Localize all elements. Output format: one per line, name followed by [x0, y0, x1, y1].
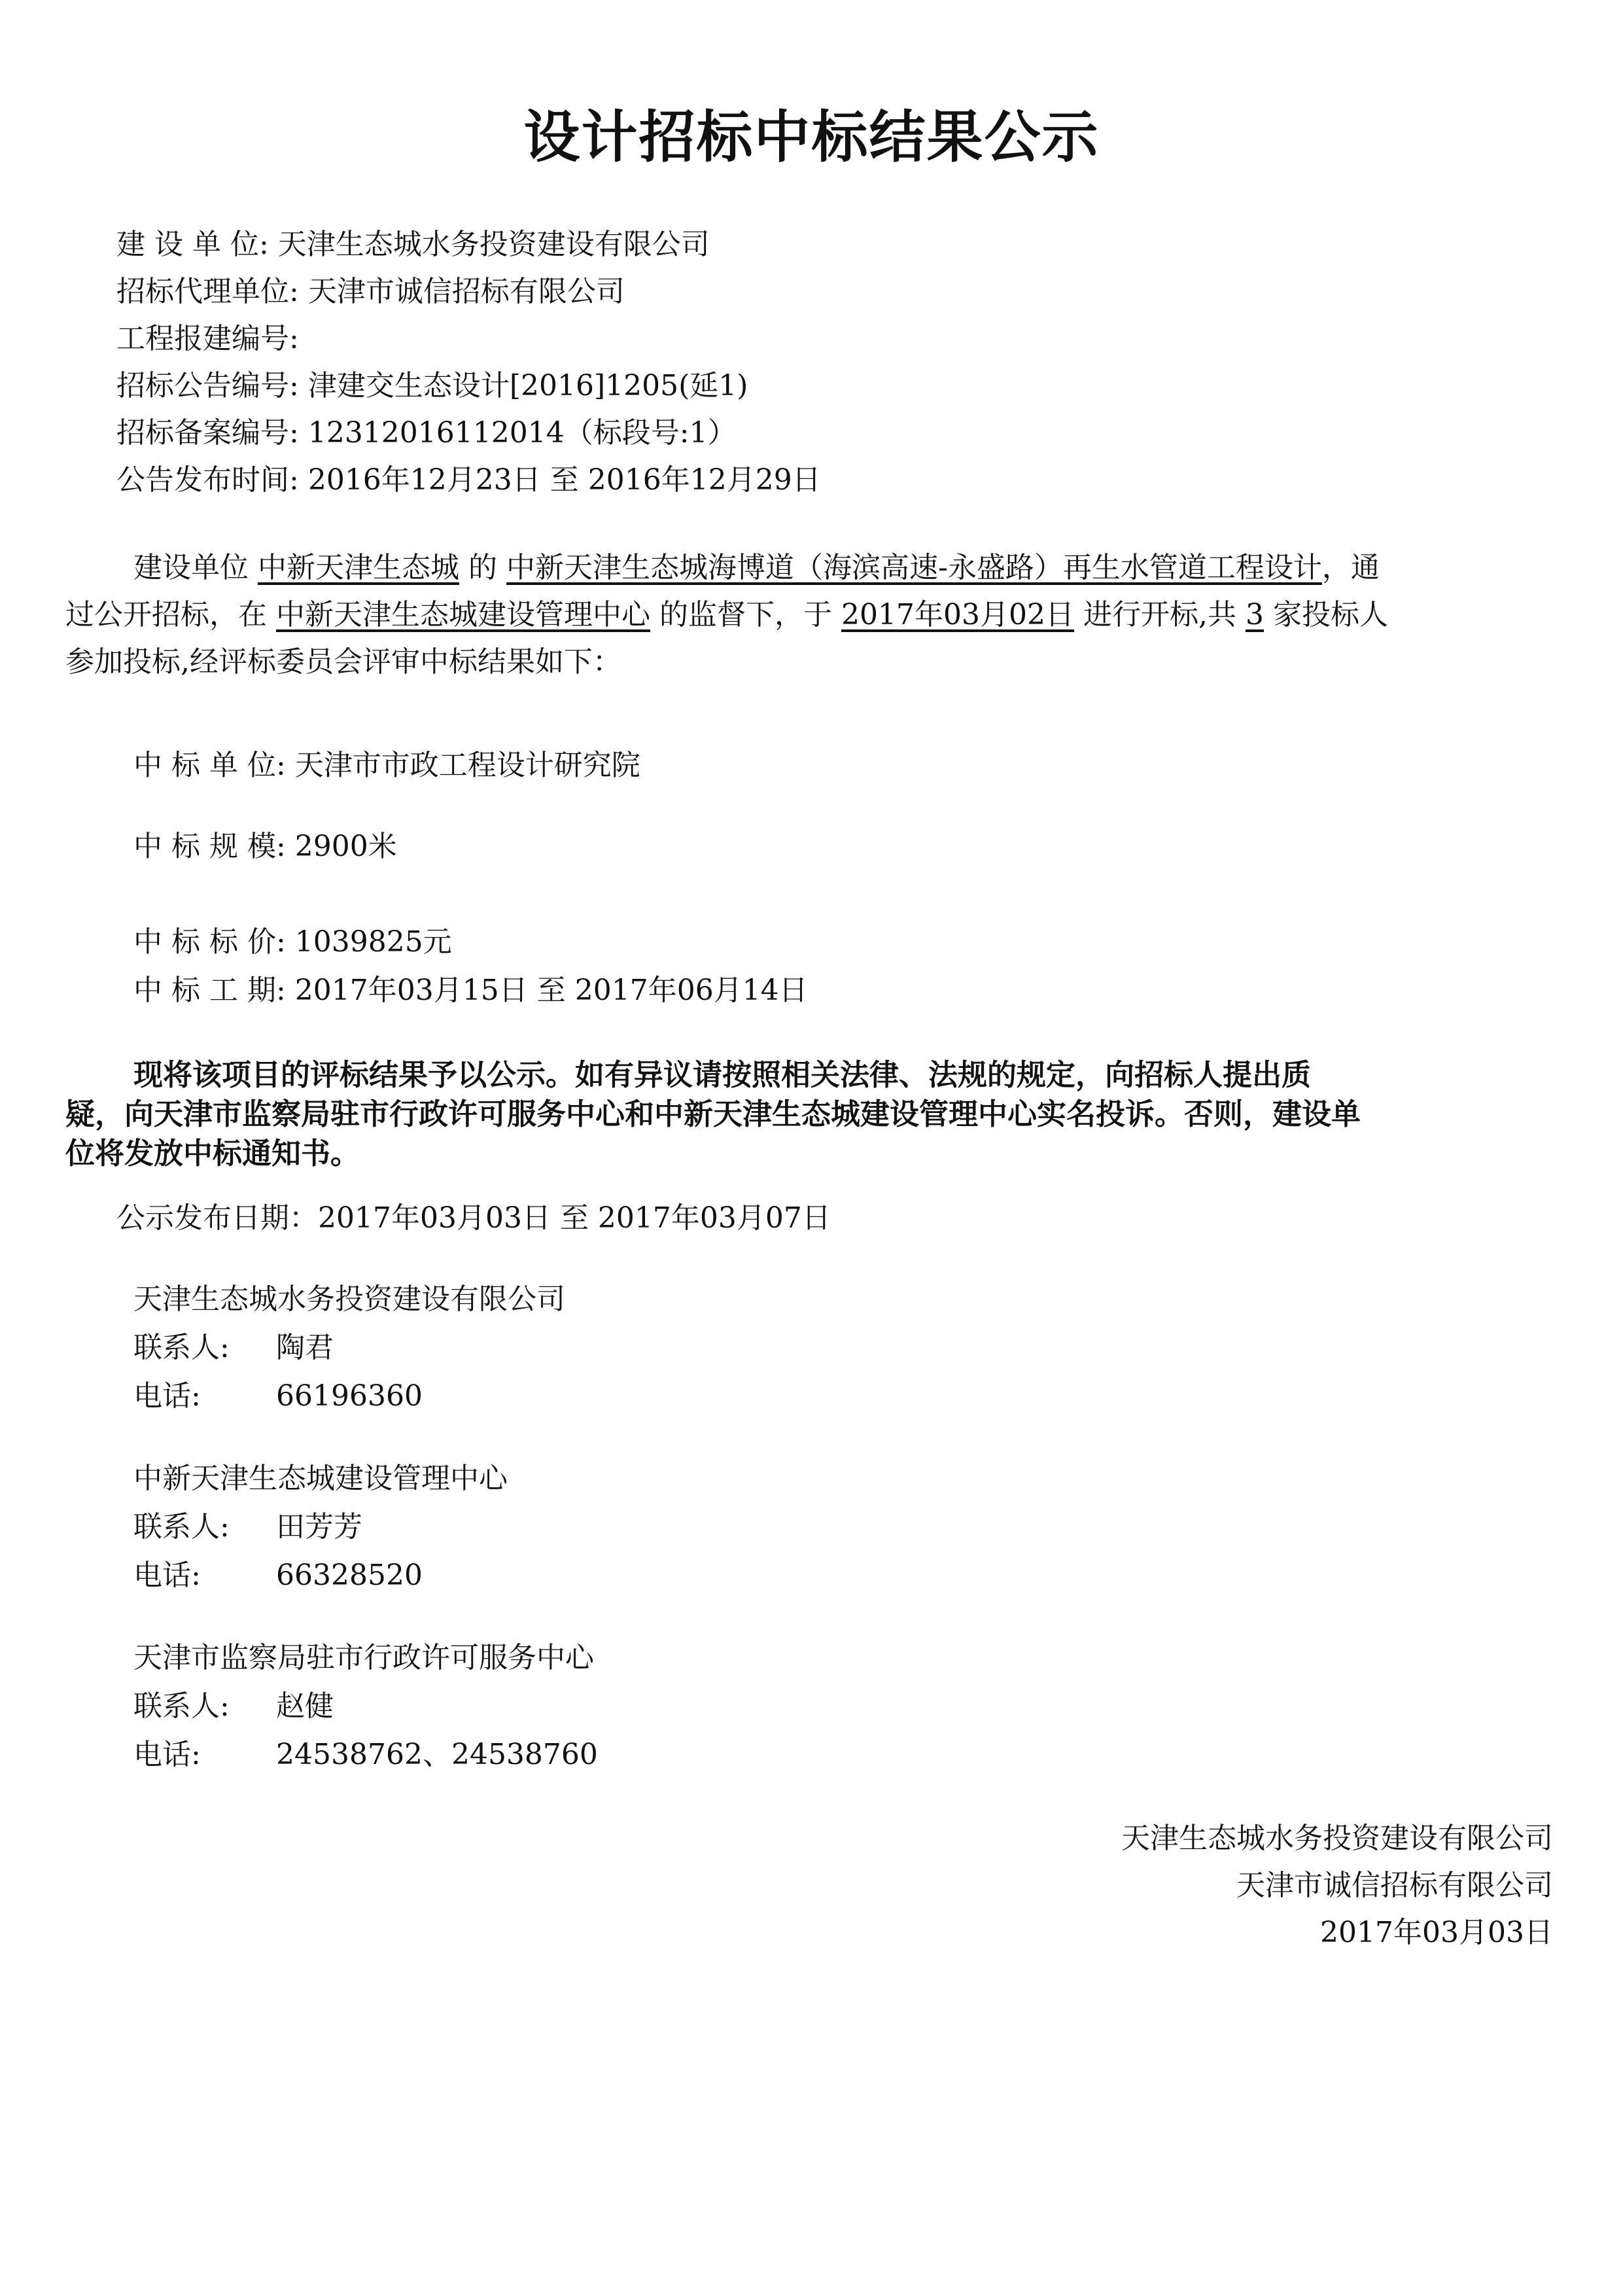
contact-person-label: 联系人: [133, 1510, 230, 1544]
publish-time-value: 2016年12月23日 至 2016年12月29日 [307, 463, 821, 497]
contact-phone: 66328520 [276, 1559, 423, 1592]
bidder-count-underlined: 3 [1245, 598, 1264, 631]
contact-org: 天津市监察局驻市行政许可服务中心 [133, 1641, 594, 1674]
intro-text: 的 [468, 551, 497, 584]
signature-org-1: 天津生态城水务投资建设有限公司 [1121, 1822, 1553, 1855]
project-no-row [116, 322, 299, 355]
signature-date: 2017年03月03日 [1320, 1916, 1553, 1949]
owner-underlined: 中新天津生态城 [258, 551, 459, 584]
price-row [133, 925, 452, 959]
contact-phone: 24538762、24538760 [276, 1738, 598, 1771]
intro-text: 过公开招标，在 [65, 598, 267, 631]
open-date-underlined: 2017年03月02日 [841, 598, 1074, 631]
notice-line-2: 疑，向天津市监察局驻市行政许可服务中心和中新天津生态城建设管理中心实名投诉。否则，建设单 [65, 1097, 1361, 1131]
scale-row [133, 832, 397, 861]
intro-line-2 [65, 598, 1388, 631]
build-unit-label: 建 设 单 位: [116, 228, 269, 261]
notice-no-label: 招标公告编号: [116, 369, 299, 402]
contact-phone-label: 电话: [133, 1379, 201, 1413]
intro-text: 建设单位 [133, 551, 249, 584]
agent-unit-row [116, 277, 625, 306]
signature-org-2: 天津市诚信招标有限公司 [1236, 1869, 1553, 1902]
contact-person-row [133, 1510, 362, 1544]
agent-unit-value: 天津市诚信招标有限公司 [307, 275, 625, 308]
contact-phone-label: 电话: [133, 1738, 201, 1771]
notice-no-row [116, 369, 748, 402]
publish-time-row [116, 463, 821, 497]
intro-line-1 [133, 551, 1553, 584]
contact-phone: 66196360 [276, 1379, 423, 1413]
record-no-label: 招标备案编号: [116, 416, 299, 450]
notice-line-1: 现将该项目的评标结果予以公示。如有异议请按照相关法律、法规的规定，向招标人提出质 [133, 1057, 1312, 1092]
winner-row [133, 751, 640, 780]
contact-phone-row [133, 1379, 423, 1413]
winner-label: 中 标 单 位: [133, 749, 286, 782]
project-no-label: 工程报建编号: [116, 322, 299, 355]
publish-time-label: 公告发布时间: [116, 463, 299, 497]
build-unit-value: 天津生态城水务投资建设有限公司 [277, 228, 710, 261]
page-title: 设计招标中标结果公示 [523, 105, 1100, 170]
scale-value: 2900米 [294, 830, 397, 863]
contact-person-label: 联系人: [133, 1689, 230, 1723]
period-label: 中 标 工 期: [133, 974, 286, 1007]
intro-text: 家投标人 [1272, 598, 1388, 631]
contact-org: 中新天津生态城建设管理中心 [133, 1462, 508, 1495]
contact-person: 田芳芳 [276, 1510, 362, 1544]
intro-text: 的监督下，于 [659, 598, 832, 631]
intro-line-3: 参加投标,经评标委员会评审中标结果如下： [65, 645, 621, 679]
intro-text: ，通 [1321, 551, 1380, 584]
contact-phone-row [133, 1740, 598, 1769]
contact-phone-label: 电话: [133, 1559, 201, 1592]
build-unit-row [116, 230, 710, 259]
price-label: 中 标 标 价: [133, 925, 286, 959]
record-no-row [116, 416, 737, 450]
contact-phone-row [133, 1561, 423, 1590]
contact-person: 赵健 [276, 1689, 334, 1723]
notice-line-3: 位将发放中标通知书。 [65, 1136, 360, 1171]
record-no-value: 12312016112014（标段号:1） [307, 416, 737, 450]
supervisor-underlined: 中新天津生态城建设管理中心 [276, 598, 650, 631]
period-row [133, 976, 808, 1005]
agent-unit-label: 招标代理单位: [116, 275, 299, 308]
contact-person-row [133, 1333, 334, 1362]
contact-org: 天津生态城水务投资建设有限公司 [133, 1282, 565, 1316]
notice-no-value: 津建交生态设计[2016]1205(延1) [307, 369, 748, 402]
contact-person-row [133, 1689, 334, 1723]
price-value: 1039825元 [294, 925, 452, 959]
winner-value: 天津市市政工程设计研究院 [294, 749, 640, 782]
period-value: 2017年03月15日 至 2017年06月14日 [294, 974, 808, 1007]
public-date: 公示发布日期：2017年03月03日 至 2017年03月07日 [116, 1201, 831, 1235]
project-name-underlined: 中新天津生态城海博道（海滨高速-永盛路）再生水管道工程设计 [506, 551, 1322, 584]
contact-person-label: 联系人: [133, 1331, 230, 1364]
contact-person: 陶君 [276, 1331, 334, 1364]
scale-label: 中 标 规 模: [133, 830, 286, 863]
intro-text: 进行开标,共 [1083, 598, 1236, 631]
